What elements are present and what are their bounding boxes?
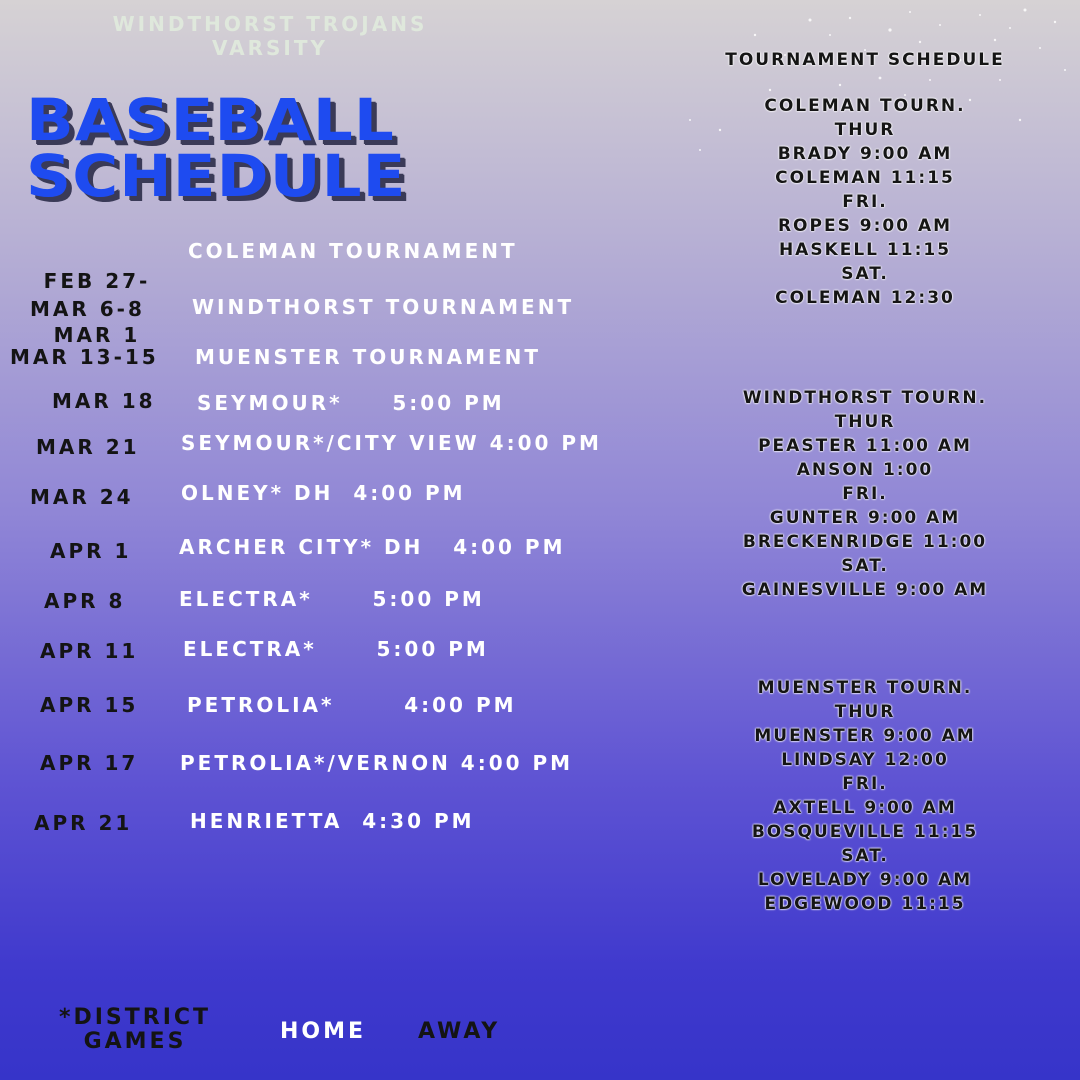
- tournament-line: FRI.: [842, 774, 888, 794]
- tournament-line: GUNTER 9:00 AM: [769, 508, 961, 528]
- tournament-line: EDGEWOOD 11:15: [764, 894, 966, 914]
- district-games-note: [40, 1006, 230, 1054]
- game-date: APR 8: [44, 589, 126, 613]
- tournament-line: SAT.: [841, 264, 889, 284]
- team-line-1: WINDTHORST TROJANS: [112, 12, 428, 36]
- tournament-line: BOSQUEVILLE 11:15: [751, 822, 979, 842]
- game-detail: PETROLIA*/VERNON 4:00 PM: [180, 751, 574, 775]
- game-date: MAR 21: [36, 435, 140, 459]
- game-detail: HENRIETTA 4:30 PM: [190, 809, 475, 833]
- tournament-schedule-title: TOURNAMENT SCHEDULE: [725, 50, 1005, 70]
- game-detail: ELECTRA* 5:00 PM: [179, 587, 485, 611]
- district-note-line-2: GAMES: [83, 1029, 187, 1054]
- game-date: APR 15: [40, 693, 139, 717]
- tournament-line: FRI.: [842, 484, 888, 504]
- team-line-2: VARSITY: [212, 36, 328, 60]
- game-date: MAR 24: [30, 485, 134, 509]
- game-date: APR 11: [40, 639, 139, 663]
- coleman-tournament-block: [700, 94, 1030, 310]
- tournament-line: LOVELADY 9:00 AM: [757, 870, 973, 890]
- tournament-line: SAT.: [841, 556, 889, 576]
- tournament-line: SAT.: [841, 846, 889, 866]
- home-legend: HOME: [280, 1019, 367, 1044]
- game-detail: MUENSTER TOURNAMENT: [195, 345, 542, 369]
- tournament-line: THUR: [834, 412, 896, 432]
- tournament-line: LINDSAY 12:00: [781, 750, 949, 770]
- team-name: [60, 12, 480, 60]
- district-note-line-1: *DISTRICT: [58, 1005, 212, 1030]
- game-detail: PETROLIA* 4:00 PM: [187, 693, 517, 717]
- tournament-line: FRI.: [842, 192, 888, 212]
- game-date-line-1: FEB 27-: [43, 269, 151, 293]
- game-date: MAR 6-8: [30, 297, 145, 321]
- tournament-line: BRECKENRIDGE 11:00: [742, 532, 988, 552]
- tournament-line: THUR: [834, 120, 896, 140]
- tournament-line: COLEMAN TOURN.: [764, 96, 966, 116]
- tournament-line: AXTELL 9:00 AM: [773, 798, 957, 818]
- tournament-line: WINDTHORST TOURN.: [742, 388, 988, 408]
- tournament-line: ROPES 9:00 AM: [777, 216, 953, 236]
- tournament-line: PEASTER 11:00 AM: [758, 436, 972, 456]
- game-detail: WINDTHORST TOURNAMENT: [192, 295, 575, 319]
- game-detail: ARCHER CITY* DH 4:00 PM: [179, 535, 566, 559]
- tournament-line: COLEMAN 11:15: [775, 168, 955, 188]
- tournament-line: COLEMAN 12:30: [775, 288, 955, 308]
- tournament-line: THUR: [834, 702, 896, 722]
- game-date: MAR 13-15: [10, 345, 159, 369]
- game-detail: ELECTRA* 5:00 PM: [183, 637, 489, 661]
- tournament-line: MUENSTER 9:00 AM: [754, 726, 976, 746]
- tournament-line: GAINESVILLE 9:00 AM: [741, 580, 989, 600]
- tournament-line: HASKELL 11:15: [778, 240, 952, 260]
- title-line-1: BASEBALL: [26, 86, 395, 154]
- game-date: MAR 18: [52, 389, 156, 413]
- game-date-line-2: MAR 1: [53, 323, 141, 347]
- game-detail: SEYMOUR* 5:00 PM: [197, 391, 505, 415]
- game-detail: OLNEY* DH 4:00 PM: [181, 481, 466, 505]
- title-line-2: SCHEDULE: [26, 142, 407, 210]
- game-date: APR 17: [40, 751, 139, 775]
- game-detail: COLEMAN TOURNAMENT: [188, 239, 518, 263]
- muenster-tournament-block: [700, 676, 1030, 916]
- game-date: APR 21: [34, 811, 133, 835]
- away-legend: AWAY: [418, 1019, 501, 1044]
- tournament-line: BRADY 9:00 AM: [777, 144, 953, 164]
- tournament-line: MUENSTER TOURN.: [757, 678, 973, 698]
- tournament-line: ANSON 1:00: [796, 460, 934, 480]
- windthorst-tournament-block: [700, 386, 1030, 602]
- game-date: APR 1: [50, 539, 132, 563]
- game-detail: SEYMOUR*/CITY VIEW 4:00 PM: [181, 431, 602, 455]
